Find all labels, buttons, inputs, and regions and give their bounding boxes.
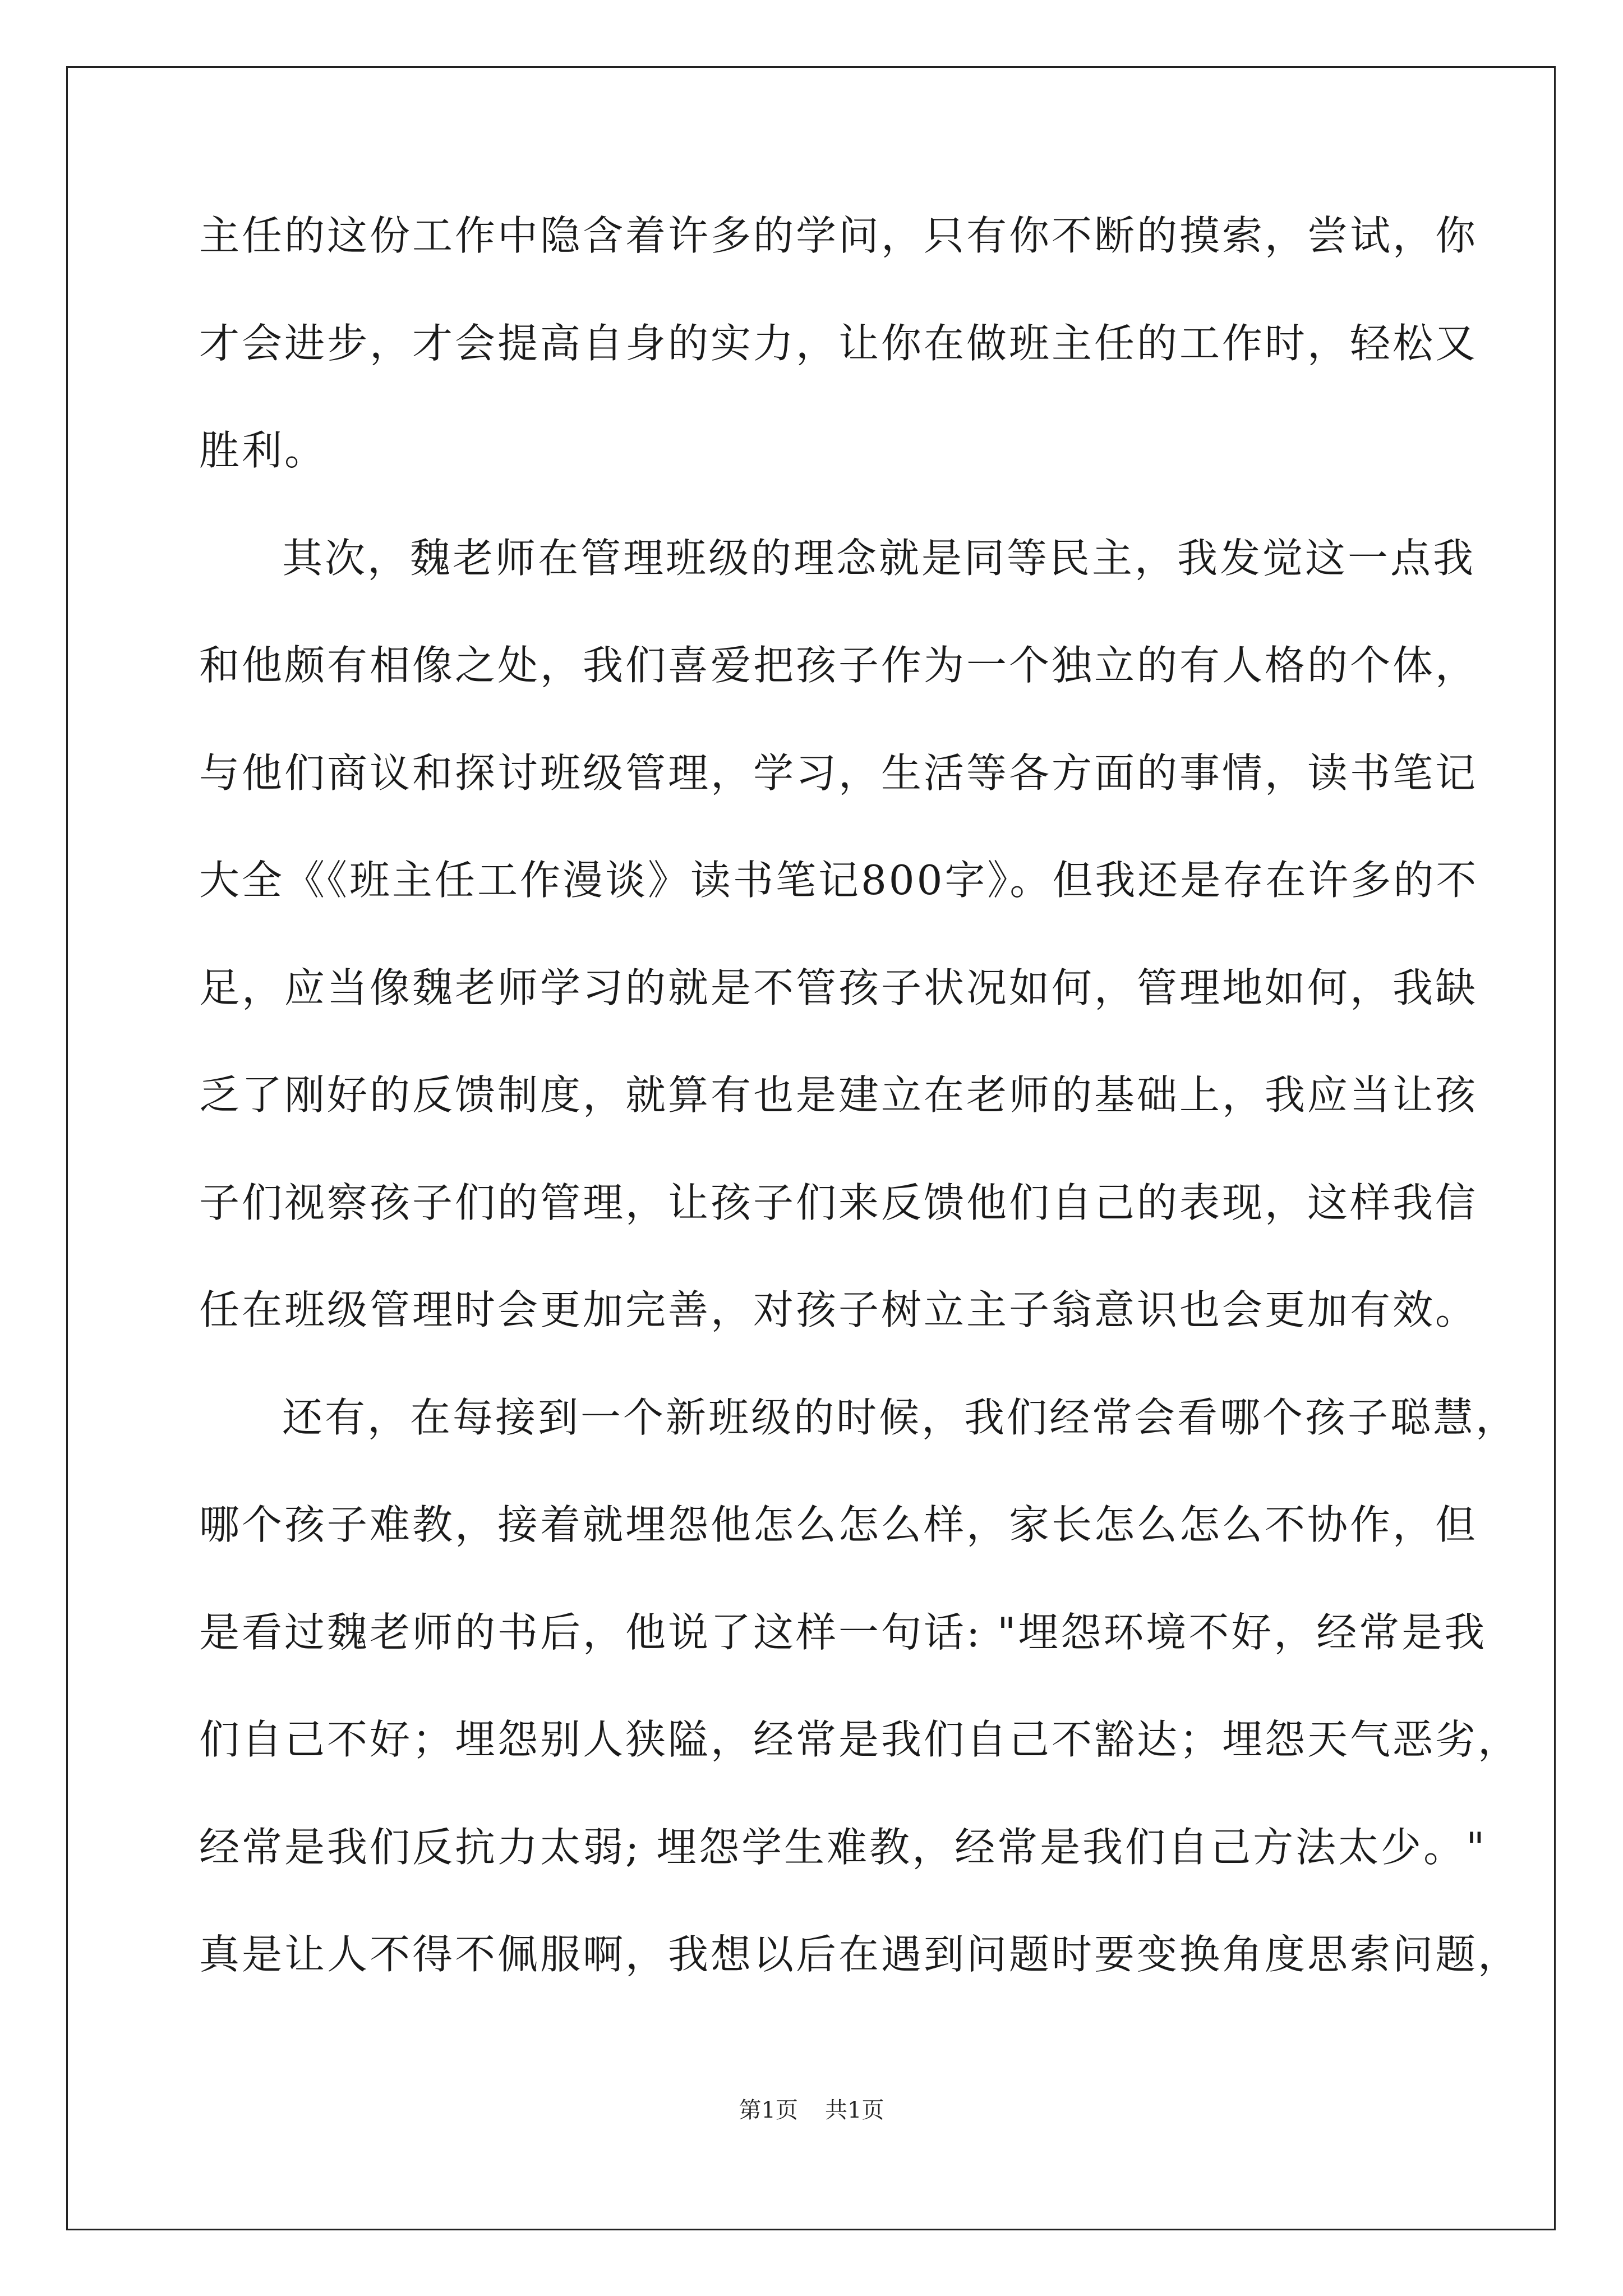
text-line: 子们视察孩子们的管理，让孩子们来反馈他们自己的表现，这样我信 xyxy=(199,1179,1478,1226)
page-number-total: 共1页 xyxy=(825,2097,884,2123)
text-line: 还有，在每接到一个新班级的时候，我们经常会看哪个孩子聪慧， xyxy=(282,1393,1519,1441)
text-line: 主任的这份工作中隐含着许多的学问，只有你不断的摸索，尝试，你 xyxy=(199,212,1478,259)
text-line: 与他们商议和探讨班级管理，学习，生活等各方面的事情，读书笔记 xyxy=(199,749,1478,797)
text-line: 其次，魏老师在管理班级的理念就是同等民主，我发觉这一点我 xyxy=(282,534,1476,582)
text-line: 大全《《班主任工作漫谈》读书笔记800字》。但我还是存在许多的不 xyxy=(199,857,1479,904)
text-line: 胜利。 xyxy=(199,427,328,474)
text-line: 乏了刚好的反馈制度，就算有也是建立在老师的基础上，我应当让孩 xyxy=(199,1071,1478,1119)
text-line: 哪个孩子难教，接着就埋怨他怎么怎么样，家长怎么怎么不协作，但 xyxy=(199,1501,1478,1548)
text-line: 经常是我们反抗力太弱; 埋怨学生难教，经常是我们自己方法太少。" xyxy=(199,1823,1487,1871)
text-line: 们自己不好；埋怨别人狭隘，经常是我们自己不豁达；埋怨天气恶劣， xyxy=(199,1716,1521,1763)
text-line: 是看过魏老师的书后，他说了这样一句话: "埋怨环境不好，经常是我 xyxy=(199,1608,1487,1656)
text-line: 才会进步，才会提高自身的实力，让你在做班主任的工作时，轻松又 xyxy=(199,319,1478,367)
text-line: 真是让人不得不佩服啊，我想以后在遇到问题时要变换角度思索问题， xyxy=(199,1931,1521,1978)
text-line: 和他颇有相像之处，我们喜爱把孩子作为一个独立的有人格的个体， xyxy=(199,642,1478,689)
text-line: 任在班级管理时会更加完善，对孩子树立主子翁意识也会更加有效。 xyxy=(199,1286,1478,1333)
page-footer xyxy=(0,2095,1623,2126)
page-number-current: 第1页 xyxy=(739,2097,798,2123)
page-border xyxy=(66,66,1556,2230)
text-line: 足，应当像魏老师学习的就是不管孩子状况如何，管理地如何，我缺 xyxy=(199,964,1478,1011)
